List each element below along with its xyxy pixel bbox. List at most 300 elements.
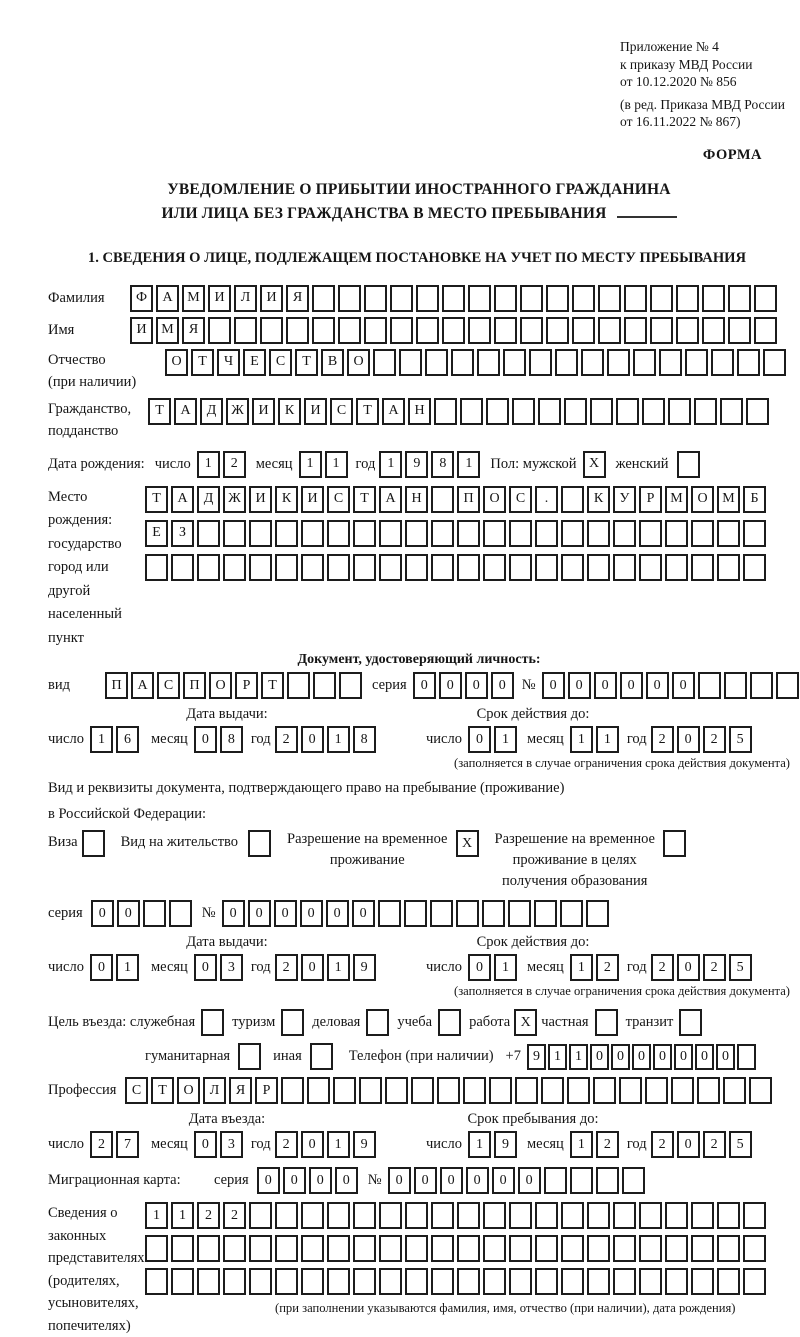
char-cell[interactable]: 8: [431, 451, 454, 478]
purpose-official-checkbox[interactable]: [201, 1009, 224, 1036]
char-cell[interactable]: [737, 1044, 756, 1070]
char-cell[interactable]: Я: [182, 317, 205, 344]
char-cell[interactable]: 0: [672, 672, 695, 699]
char-cell[interactable]: И: [130, 317, 153, 344]
char-cell[interactable]: [301, 520, 324, 547]
char-cell[interactable]: [679, 1009, 702, 1036]
char-cell[interactable]: [665, 554, 688, 581]
char-cell[interactable]: [425, 349, 448, 376]
char-cell[interactable]: 2: [703, 1131, 726, 1158]
char-cell[interactable]: [310, 1043, 333, 1070]
char-cell[interactable]: [379, 1202, 402, 1229]
char-cell[interactable]: [238, 1043, 261, 1070]
char-cell[interactable]: 0: [326, 900, 349, 927]
char-cell[interactable]: [312, 317, 335, 344]
char-cell[interactable]: [483, 1235, 506, 1262]
char-cell[interactable]: 9: [527, 1044, 546, 1070]
char-cell[interactable]: 1: [596, 726, 619, 753]
char-cell[interactable]: 1: [325, 451, 348, 478]
char-cell[interactable]: 1: [197, 451, 220, 478]
char-cell[interactable]: Р: [639, 486, 662, 513]
char-cell[interactable]: [468, 317, 491, 344]
char-cell[interactable]: 0: [677, 954, 700, 981]
char-cell[interactable]: [570, 1167, 593, 1194]
char-cell[interactable]: [82, 830, 105, 857]
char-cell[interactable]: [724, 672, 747, 699]
char-cell[interactable]: [145, 1235, 168, 1262]
char-cell[interactable]: [743, 554, 766, 581]
temp-permit-checkbox[interactable]: [456, 830, 479, 857]
char-cell[interactable]: [639, 1202, 662, 1229]
char-cell[interactable]: [598, 317, 621, 344]
char-cell[interactable]: [560, 900, 583, 927]
char-cell[interactable]: [509, 1235, 532, 1262]
char-cell[interactable]: [720, 398, 743, 425]
char-cell[interactable]: [717, 1235, 740, 1262]
char-cell[interactable]: Т: [261, 672, 284, 699]
char-cell[interactable]: [541, 1077, 564, 1104]
char-cell[interactable]: 1: [570, 1131, 593, 1158]
char-cell[interactable]: 5: [729, 726, 752, 753]
char-cell[interactable]: П: [183, 672, 206, 699]
char-cell[interactable]: С: [157, 672, 180, 699]
char-cell[interactable]: 1: [327, 1131, 350, 1158]
char-cell[interactable]: [248, 830, 271, 857]
char-cell[interactable]: Л: [203, 1077, 226, 1104]
char-cell[interactable]: [613, 1268, 636, 1295]
char-cell[interactable]: О: [347, 349, 370, 376]
char-cell[interactable]: 1: [379, 451, 402, 478]
char-cell[interactable]: [639, 554, 662, 581]
char-cell[interactable]: [223, 1235, 246, 1262]
char-cell[interactable]: П: [457, 486, 480, 513]
char-cell[interactable]: [694, 398, 717, 425]
char-cell[interactable]: [431, 520, 454, 547]
char-cell[interactable]: [743, 1235, 766, 1262]
char-cell[interactable]: 8: [353, 726, 376, 753]
char-cell[interactable]: [567, 1077, 590, 1104]
char-cell[interactable]: [327, 1268, 350, 1295]
char-cell[interactable]: [339, 672, 362, 699]
char-cell[interactable]: [460, 398, 483, 425]
char-cell[interactable]: 0: [518, 1167, 541, 1194]
char-cell[interactable]: 0: [301, 1131, 324, 1158]
char-cell[interactable]: [404, 900, 427, 927]
char-cell[interactable]: [275, 520, 298, 547]
char-cell[interactable]: [668, 398, 691, 425]
char-cell[interactable]: [717, 1268, 740, 1295]
char-cell[interactable]: [561, 1268, 584, 1295]
char-cell[interactable]: [275, 1268, 298, 1295]
char-cell[interactable]: [483, 1268, 506, 1295]
char-cell[interactable]: [430, 900, 453, 927]
char-cell[interactable]: [564, 398, 587, 425]
char-cell[interactable]: Ч: [217, 349, 240, 376]
char-cell[interactable]: [260, 317, 283, 344]
char-cell[interactable]: 0: [90, 954, 113, 981]
char-cell[interactable]: 0: [194, 954, 217, 981]
char-cell[interactable]: [327, 1235, 350, 1262]
char-cell[interactable]: [145, 554, 168, 581]
char-cell[interactable]: [275, 1235, 298, 1262]
purpose-work-checkbox[interactable]: [514, 1009, 537, 1036]
char-cell[interactable]: [555, 349, 578, 376]
char-cell[interactable]: О: [691, 486, 714, 513]
char-cell[interactable]: [486, 398, 509, 425]
char-cell[interactable]: [494, 285, 517, 312]
char-cell[interactable]: [364, 317, 387, 344]
char-cell[interactable]: 0: [620, 672, 643, 699]
char-cell[interactable]: 0: [594, 672, 617, 699]
char-cell[interactable]: [546, 285, 569, 312]
char-cell[interactable]: 9: [353, 1131, 376, 1158]
char-cell[interactable]: 1: [299, 451, 322, 478]
char-cell[interactable]: [327, 1202, 350, 1229]
char-cell[interactable]: [313, 672, 336, 699]
char-cell[interactable]: 2: [703, 954, 726, 981]
char-cell[interactable]: 0: [335, 1167, 358, 1194]
char-cell[interactable]: 2: [197, 1202, 220, 1229]
char-cell[interactable]: [691, 1268, 714, 1295]
char-cell[interactable]: [327, 554, 350, 581]
char-cell[interactable]: 0: [611, 1044, 630, 1070]
char-cell[interactable]: [463, 1077, 486, 1104]
char-cell[interactable]: [702, 285, 725, 312]
char-cell[interactable]: 0: [117, 900, 140, 927]
char-cell[interactable]: [457, 1235, 480, 1262]
char-cell[interactable]: [223, 520, 246, 547]
char-cell[interactable]: [776, 672, 799, 699]
char-cell[interactable]: [353, 520, 376, 547]
char-cell[interactable]: О: [177, 1077, 200, 1104]
char-cell[interactable]: [431, 1268, 454, 1295]
char-cell[interactable]: [379, 554, 402, 581]
char-cell[interactable]: [405, 1268, 428, 1295]
char-cell[interactable]: [482, 900, 505, 927]
char-cell[interactable]: 0: [466, 1167, 489, 1194]
char-cell[interactable]: 0: [468, 954, 491, 981]
char-cell[interactable]: 0: [301, 726, 324, 753]
char-cell[interactable]: З: [171, 520, 194, 547]
char-cell[interactable]: 0: [301, 954, 324, 981]
char-cell[interactable]: [561, 1235, 584, 1262]
char-cell[interactable]: [581, 349, 604, 376]
char-cell[interactable]: Т: [191, 349, 214, 376]
char-cell[interactable]: Д: [200, 398, 223, 425]
char-cell[interactable]: [301, 554, 324, 581]
char-cell[interactable]: [639, 1235, 662, 1262]
char-cell[interactable]: 1: [90, 726, 113, 753]
char-cell[interactable]: [515, 1077, 538, 1104]
char-cell[interactable]: 0: [568, 672, 591, 699]
char-cell[interactable]: 1: [457, 451, 480, 478]
char-cell[interactable]: Д: [197, 486, 220, 513]
char-cell[interactable]: X: [514, 1009, 537, 1036]
char-cell[interactable]: [171, 554, 194, 581]
char-cell[interactable]: [702, 317, 725, 344]
char-cell[interactable]: Н: [408, 398, 431, 425]
char-cell[interactable]: [249, 1202, 272, 1229]
char-cell[interactable]: [663, 830, 686, 857]
char-cell[interactable]: [508, 900, 531, 927]
char-cell[interactable]: У: [613, 486, 636, 513]
char-cell[interactable]: 2: [275, 726, 298, 753]
char-cell[interactable]: [483, 554, 506, 581]
char-cell[interactable]: [249, 554, 272, 581]
char-cell[interactable]: К: [278, 398, 301, 425]
char-cell[interactable]: [685, 349, 708, 376]
char-cell[interactable]: 1: [327, 954, 350, 981]
sex-male-checkbox[interactable]: [583, 451, 606, 478]
char-cell[interactable]: 0: [716, 1044, 735, 1070]
char-cell[interactable]: [338, 317, 361, 344]
char-cell[interactable]: 0: [439, 672, 462, 699]
char-cell[interactable]: Л: [234, 285, 257, 312]
char-cell[interactable]: [281, 1009, 304, 1036]
char-cell[interactable]: [535, 1235, 558, 1262]
char-cell[interactable]: С: [327, 486, 350, 513]
char-cell[interactable]: [607, 349, 630, 376]
char-cell[interactable]: [509, 520, 532, 547]
char-cell[interactable]: [379, 1268, 402, 1295]
char-cell[interactable]: Т: [353, 486, 376, 513]
char-cell[interactable]: [457, 520, 480, 547]
char-cell[interactable]: [333, 1077, 356, 1104]
char-cell[interactable]: 0: [674, 1044, 693, 1070]
char-cell[interactable]: [691, 554, 714, 581]
char-cell[interactable]: [544, 1167, 567, 1194]
char-cell[interactable]: [457, 554, 480, 581]
char-cell[interactable]: 0: [677, 1131, 700, 1158]
char-cell[interactable]: [746, 398, 769, 425]
char-cell[interactable]: [249, 1268, 272, 1295]
char-cell[interactable]: [223, 1268, 246, 1295]
char-cell[interactable]: С: [509, 486, 532, 513]
char-cell[interactable]: [639, 520, 662, 547]
char-cell[interactable]: [561, 554, 584, 581]
char-cell[interactable]: 2: [651, 726, 674, 753]
char-cell[interactable]: 7: [116, 1131, 139, 1158]
char-cell[interactable]: [754, 285, 777, 312]
char-cell[interactable]: [677, 451, 700, 478]
char-cell[interactable]: 9: [494, 1131, 517, 1158]
char-cell[interactable]: 1: [570, 954, 593, 981]
char-cell[interactable]: С: [330, 398, 353, 425]
char-cell[interactable]: [728, 285, 751, 312]
char-cell[interactable]: О: [165, 349, 188, 376]
char-cell[interactable]: [327, 520, 350, 547]
char-cell[interactable]: [434, 398, 457, 425]
char-cell[interactable]: [642, 398, 665, 425]
char-cell[interactable]: [561, 1202, 584, 1229]
char-cell[interactable]: О: [483, 486, 506, 513]
char-cell[interactable]: [307, 1077, 330, 1104]
char-cell[interactable]: Т: [151, 1077, 174, 1104]
char-cell[interactable]: [613, 520, 636, 547]
char-cell[interactable]: А: [156, 285, 179, 312]
char-cell[interactable]: Е: [243, 349, 266, 376]
char-cell[interactable]: 0: [590, 1044, 609, 1070]
char-cell[interactable]: [659, 349, 682, 376]
char-cell[interactable]: 0: [677, 726, 700, 753]
char-cell[interactable]: 2: [596, 954, 619, 981]
char-cell[interactable]: [385, 1077, 408, 1104]
char-cell[interactable]: 1: [171, 1202, 194, 1229]
char-cell[interactable]: 9: [353, 954, 376, 981]
char-cell[interactable]: И: [304, 398, 327, 425]
char-cell[interactable]: [483, 520, 506, 547]
char-cell[interactable]: [572, 285, 595, 312]
char-cell[interactable]: [399, 349, 422, 376]
char-cell[interactable]: [593, 1077, 616, 1104]
char-cell[interactable]: [405, 554, 428, 581]
char-cell[interactable]: [691, 520, 714, 547]
char-cell[interactable]: 0: [440, 1167, 463, 1194]
char-cell[interactable]: [535, 554, 558, 581]
char-cell[interactable]: 2: [223, 1202, 246, 1229]
char-cell[interactable]: [405, 520, 428, 547]
char-cell[interactable]: [431, 486, 454, 513]
char-cell[interactable]: 2: [223, 451, 246, 478]
char-cell[interactable]: [622, 1167, 645, 1194]
char-cell[interactable]: 0: [468, 726, 491, 753]
char-cell[interactable]: [312, 285, 335, 312]
char-cell[interactable]: 0: [388, 1167, 411, 1194]
char-cell[interactable]: Ж: [226, 398, 249, 425]
char-cell[interactable]: [364, 285, 387, 312]
char-cell[interactable]: И: [260, 285, 283, 312]
char-cell[interactable]: А: [382, 398, 405, 425]
char-cell[interactable]: Ф: [130, 285, 153, 312]
char-cell[interactable]: 0: [695, 1044, 714, 1070]
char-cell[interactable]: 0: [248, 900, 271, 927]
char-cell[interactable]: [698, 672, 721, 699]
char-cell[interactable]: [438, 1009, 461, 1036]
char-cell[interactable]: 5: [729, 954, 752, 981]
char-cell[interactable]: И: [208, 285, 231, 312]
char-cell[interactable]: Я: [286, 285, 309, 312]
char-cell[interactable]: [378, 900, 401, 927]
char-cell[interactable]: [457, 1268, 480, 1295]
char-cell[interactable]: К: [587, 486, 610, 513]
char-cell[interactable]: [145, 1268, 168, 1295]
char-cell[interactable]: 0: [646, 672, 669, 699]
char-cell[interactable]: 9: [405, 451, 428, 478]
char-cell[interactable]: [143, 900, 166, 927]
char-cell[interactable]: [512, 398, 535, 425]
char-cell[interactable]: [197, 1235, 220, 1262]
char-cell[interactable]: О: [209, 672, 232, 699]
char-cell[interactable]: 0: [632, 1044, 651, 1070]
char-cell[interactable]: 0: [257, 1167, 280, 1194]
char-cell[interactable]: 0: [542, 672, 565, 699]
purpose-private-checkbox[interactable]: [595, 1009, 618, 1036]
purpose-other-checkbox[interactable]: [310, 1043, 333, 1070]
char-cell[interactable]: [587, 554, 610, 581]
char-cell[interactable]: 0: [222, 900, 245, 927]
char-cell[interactable]: [275, 554, 298, 581]
char-cell[interactable]: [509, 554, 532, 581]
char-cell[interactable]: Н: [405, 486, 428, 513]
char-cell[interactable]: [676, 285, 699, 312]
char-cell[interactable]: [416, 285, 439, 312]
char-cell[interactable]: [416, 317, 439, 344]
char-cell[interactable]: 0: [194, 1131, 217, 1158]
char-cell[interactable]: [353, 1202, 376, 1229]
char-cell[interactable]: [223, 554, 246, 581]
char-cell[interactable]: [650, 285, 673, 312]
char-cell[interactable]: [587, 1235, 610, 1262]
char-cell[interactable]: М: [665, 486, 688, 513]
char-cell[interactable]: [301, 1268, 324, 1295]
char-cell[interactable]: [431, 1235, 454, 1262]
char-cell[interactable]: [301, 1235, 324, 1262]
char-cell[interactable]: [208, 317, 231, 344]
char-cell[interactable]: 0: [492, 1167, 515, 1194]
char-cell[interactable]: [390, 285, 413, 312]
char-cell[interactable]: [520, 317, 543, 344]
char-cell[interactable]: 0: [300, 900, 323, 927]
char-cell[interactable]: [535, 1268, 558, 1295]
char-cell[interactable]: [561, 520, 584, 547]
char-cell[interactable]: [451, 349, 474, 376]
char-cell[interactable]: [596, 1167, 619, 1194]
char-cell[interactable]: Ж: [223, 486, 246, 513]
char-cell[interactable]: [197, 554, 220, 581]
char-cell[interactable]: [509, 1268, 532, 1295]
char-cell[interactable]: А: [131, 672, 154, 699]
char-cell[interactable]: Е: [145, 520, 168, 547]
char-cell[interactable]: [171, 1235, 194, 1262]
char-cell[interactable]: [749, 1077, 772, 1104]
char-cell[interactable]: [586, 900, 609, 927]
char-cell[interactable]: [534, 900, 557, 927]
char-cell[interactable]: [665, 1268, 688, 1295]
char-cell[interactable]: 0: [491, 672, 514, 699]
char-cell[interactable]: Т: [295, 349, 318, 376]
char-cell[interactable]: 0: [309, 1167, 332, 1194]
char-cell[interactable]: [754, 317, 777, 344]
char-cell[interactable]: [633, 349, 656, 376]
char-cell[interactable]: [717, 1202, 740, 1229]
char-cell[interactable]: [613, 1202, 636, 1229]
char-cell[interactable]: 2: [651, 954, 674, 981]
char-cell[interactable]: [405, 1202, 428, 1229]
char-cell[interactable]: Р: [255, 1077, 278, 1104]
purpose-transit-checkbox[interactable]: [679, 1009, 702, 1036]
char-cell[interactable]: [520, 285, 543, 312]
char-cell[interactable]: А: [171, 486, 194, 513]
char-cell[interactable]: [286, 317, 309, 344]
residence-permit-checkbox[interactable]: [248, 830, 271, 857]
char-cell[interactable]: [431, 1202, 454, 1229]
char-cell[interactable]: [587, 1202, 610, 1229]
char-cell[interactable]: X: [456, 830, 479, 857]
char-cell[interactable]: [587, 1268, 610, 1295]
char-cell[interactable]: [743, 1202, 766, 1229]
char-cell[interactable]: 1: [145, 1202, 168, 1229]
char-cell[interactable]: [373, 349, 396, 376]
char-cell[interactable]: [728, 317, 751, 344]
char-cell[interactable]: [275, 1202, 298, 1229]
char-cell[interactable]: [717, 554, 740, 581]
char-cell[interactable]: [379, 520, 402, 547]
char-cell[interactable]: 2: [703, 726, 726, 753]
char-cell[interactable]: [390, 317, 413, 344]
char-cell[interactable]: [405, 1235, 428, 1262]
purpose-business-checkbox[interactable]: [366, 1009, 389, 1036]
char-cell[interactable]: 3: [220, 1131, 243, 1158]
